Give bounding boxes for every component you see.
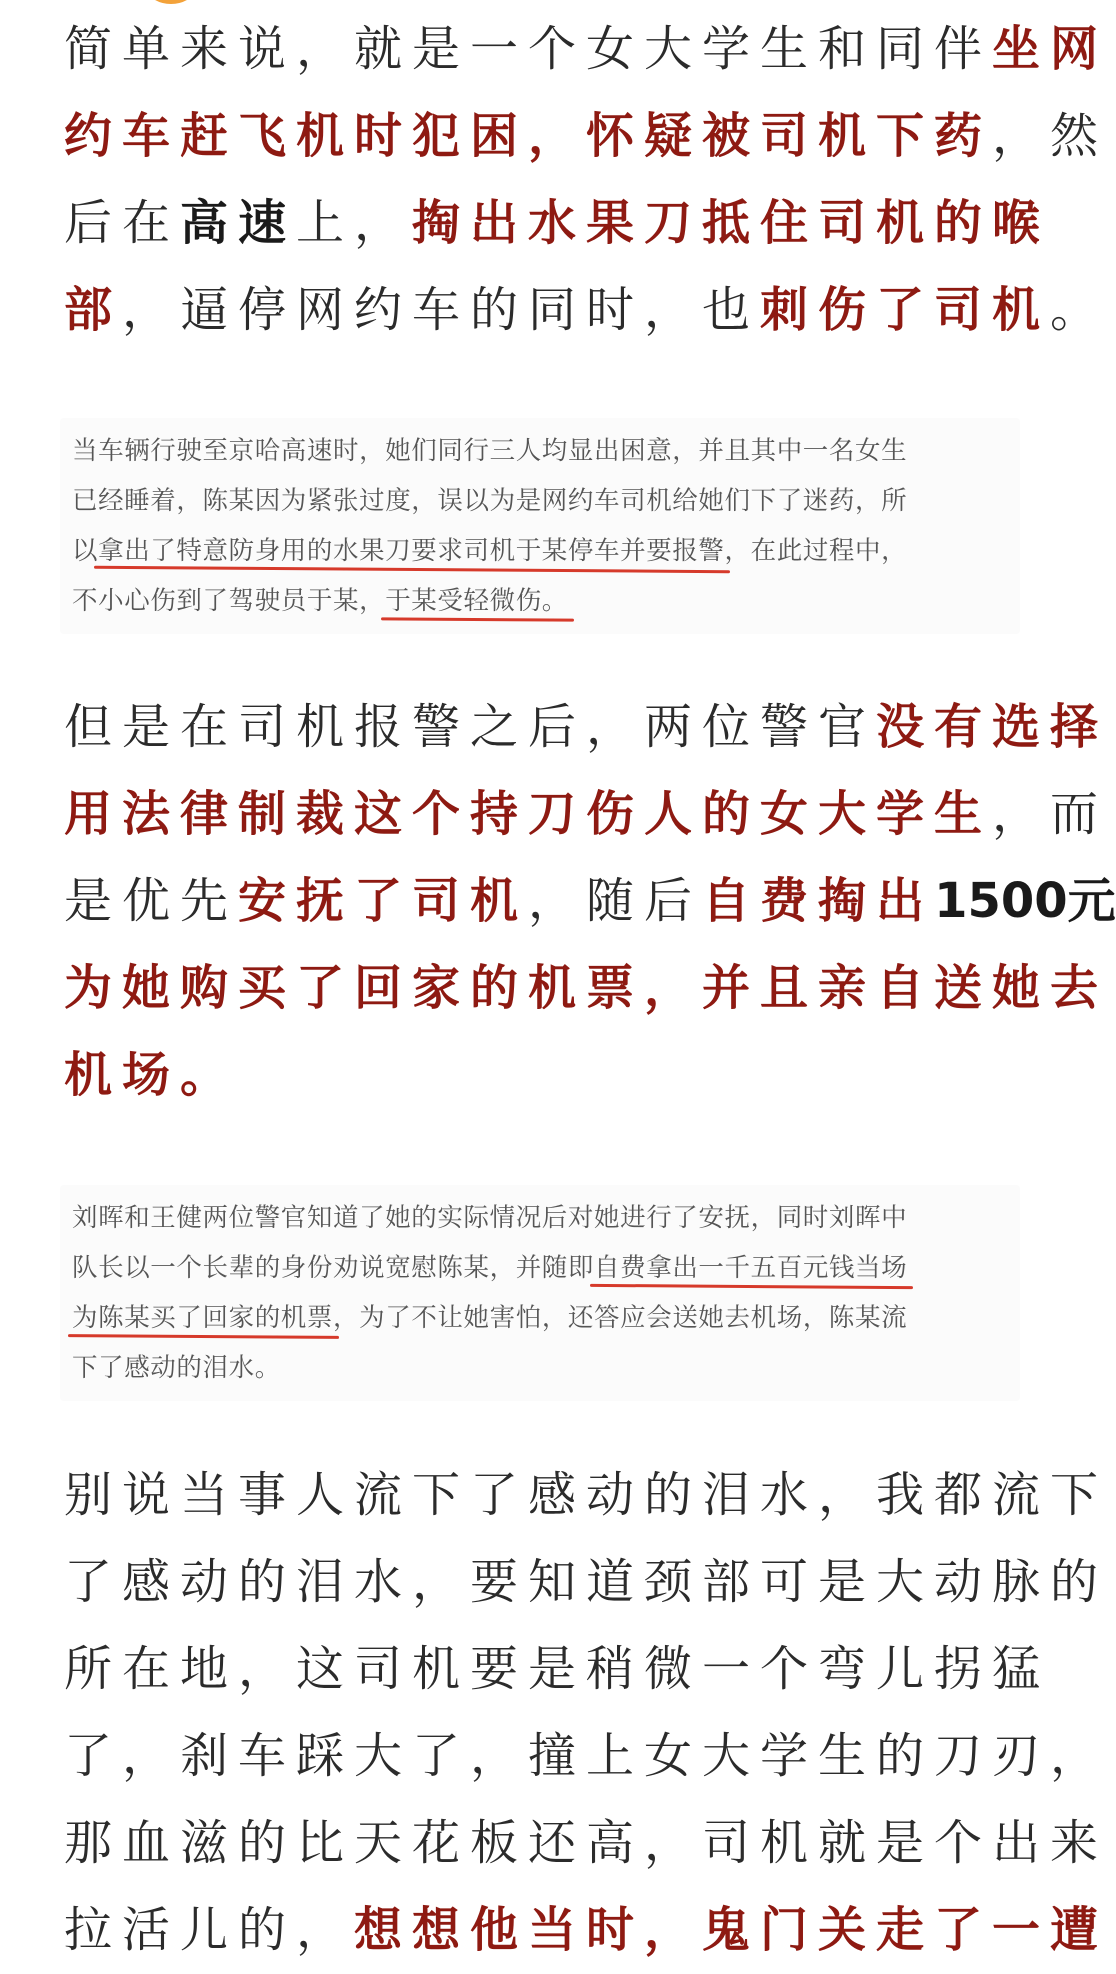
quote-line xyxy=(72,1243,1012,1293)
text-span: 是优先 xyxy=(64,873,239,929)
underlined-text: 自费拿出一千五百元钱当场 xyxy=(594,1253,908,1283)
text-span: ，随后 xyxy=(528,873,703,929)
quote-line: 刘晖和王健两位警官知道了她的实际情况后对她进行了安抚，同时刘晖中 xyxy=(72,1203,908,1233)
text-line: 那血滋的比天花板还高，司机就是个出来 xyxy=(64,1815,1109,1871)
avatar xyxy=(138,0,204,4)
highlighted-text: 没有选择 xyxy=(876,699,1109,755)
highlighted-text: 想想他当时，鬼门关走了一遭 xyxy=(354,1902,1109,1958)
text-span: 。 xyxy=(1050,282,1109,338)
highlighted-text: 刺伤了司机 xyxy=(760,282,1051,338)
highlighted-text: 坐网 xyxy=(992,21,1109,77)
text-span: 队长以一个长辈的身份劝说宽慰陈某，并随即 xyxy=(72,1253,595,1283)
text-line: 了感动的泪水，要知道颈部可是大动脉的 xyxy=(64,1554,1109,1610)
quote-line xyxy=(72,526,1012,576)
underlined-text: 为陈某买了回家的机票 xyxy=(72,1303,334,1333)
text-span: 上， xyxy=(296,195,413,251)
highlighted-text: 部 xyxy=(64,282,123,338)
quote-block-2 xyxy=(60,1185,1020,1401)
highlighted-text: 机场。 xyxy=(64,1047,239,1103)
article-paragraph-3 xyxy=(64,1452,1109,1974)
highlighted-text: 安抚了司机 xyxy=(238,873,529,929)
text-span: ，在此过程中， xyxy=(724,536,908,566)
text-span: 简单来说，就是一个女大学生和同伴 xyxy=(64,21,993,77)
text-line: 所在地，这司机要是稍微一个弯儿拐猛 xyxy=(64,1641,1051,1697)
text-line: 了，刹车踩大了，撞上女大学生的刀刃， xyxy=(64,1728,1109,1784)
text-span: 不小心伤到了驾驶员于某， xyxy=(72,586,386,616)
bold-text: 高速 xyxy=(180,195,297,251)
text-span: ，然 xyxy=(992,108,1109,164)
quote-line xyxy=(72,576,1012,626)
underlined-text: 拿出了特意防身用的水果刀要求司机于某停车并要报警 xyxy=(98,536,725,566)
quote-line: 已经睡着，陈某因为紧张过度，误以为是网约车司机给她们下了迷药，所 xyxy=(72,486,908,516)
highlighted-text: 用法律制裁这个持刀伤人的女大学生 xyxy=(64,786,993,842)
article-paragraph-2 xyxy=(64,684,1116,1119)
text-span: ，逼停网约车的同时，也 xyxy=(122,282,761,338)
text-span: ，而 xyxy=(992,786,1109,842)
text-span: 以 xyxy=(72,536,99,566)
quote-line: 下了感动的泪水。 xyxy=(72,1353,281,1383)
text-span: 但是在司机报警之后，两位警官 xyxy=(64,699,877,755)
amount-text: 1500元 xyxy=(934,873,1116,929)
text-span: ，为了不让她害怕，还答应会送她去机场，陈某流 xyxy=(333,1303,908,1333)
article-paragraph-1 xyxy=(64,6,1109,354)
underlined-text: 于某受轻微伤。 xyxy=(385,586,568,616)
highlighted-text: 自费掏出 xyxy=(702,873,935,929)
highlighted-text: 约车赶飞机时犯困，怀疑被司机下药 xyxy=(64,108,993,164)
text-span: 后在 xyxy=(64,195,181,251)
quote-line: 当车辆行驶至京哈高速时，她们同行三人均显出困意，并且其中一名女生 xyxy=(72,436,908,466)
highlighted-text: 为她购买了回家的机票，并且亲自送她去 xyxy=(64,960,1109,1016)
text-line: 别说当事人流下了感动的泪水，我都流下 xyxy=(64,1467,1109,1523)
highlighted-text: 掏出水果刀抵住司机的喉 xyxy=(412,195,1051,251)
text-span: 拉活儿的， xyxy=(64,1902,355,1958)
quote-line xyxy=(72,1293,1012,1343)
quote-block-1 xyxy=(60,418,1020,634)
